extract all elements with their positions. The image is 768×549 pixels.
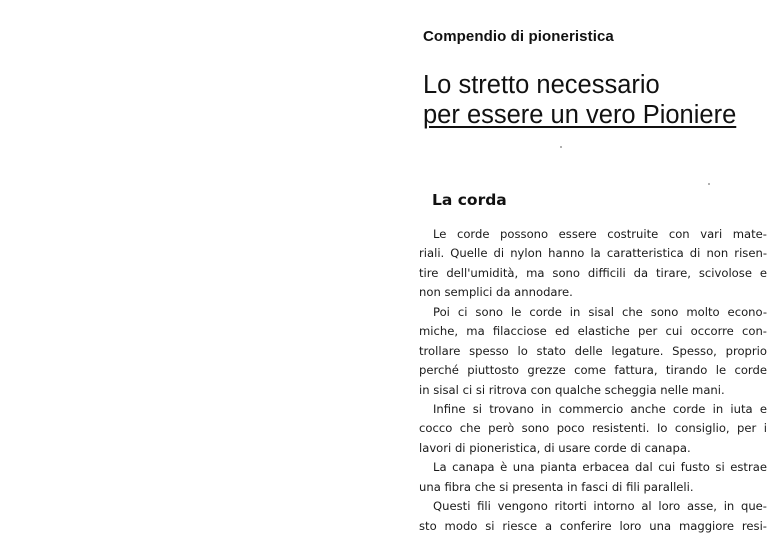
text-line: Poi ci sono le corde in sisal che sono molto econo- <box>433 304 767 319</box>
page-title-line-1: Lo stretto necessario <box>423 71 660 99</box>
scan-speck <box>560 146 562 148</box>
text-line: Infine si trovano in commercio anche corde in iuta e <box>433 401 767 416</box>
text-line: tire dell'umidità, ma sono difficili da tirare, scivolose e <box>419 265 767 280</box>
section-heading: La corda <box>432 191 507 209</box>
text-line: perché piuttosto grezze come fattura, tirando le corde <box>419 363 767 378</box>
text-line: sto modo si riesce a conferire loro una maggiore resi- <box>419 518 767 533</box>
text-line: Le corde possono essere costruite con vari mate- <box>433 227 767 241</box>
text-line: lavori di pioneristica, di usare corde di canapa. <box>419 440 691 455</box>
text-line: miche, ma filacciose ed elastiche per cui occorre con- <box>419 324 767 339</box>
body-paragraphs <box>419 225 767 536</box>
page-title-line-2: per essere un vero Pioniere <box>423 101 737 129</box>
text-line: non semplici da annodare. <box>419 285 573 300</box>
text-line: Questi fili vengono ritorti intorno al loro asse, in que- <box>433 499 767 514</box>
text-line: riali. Quelle di nylon hanno la caratteristica di non risen- <box>419 246 767 261</box>
book-kicker-title: Compendio di pioneristica <box>423 28 614 45</box>
page-title <box>423 70 736 130</box>
text-line: una fibra che si presenta in fasci di fili paralleli. <box>419 479 694 494</box>
text-line: cocco che però sono poco resistenti. Io consiglio, per i <box>419 421 767 436</box>
text-line: trollare spesso lo stato delle legature. Spesso, proprio <box>419 343 767 358</box>
scan-speck <box>708 183 710 185</box>
text-line: in sisal ci si ritrova con qualche scheggia nelle mani. <box>419 382 725 397</box>
text-line: La canapa è una pianta erbacea dal cui fusto si estrae <box>433 460 767 475</box>
